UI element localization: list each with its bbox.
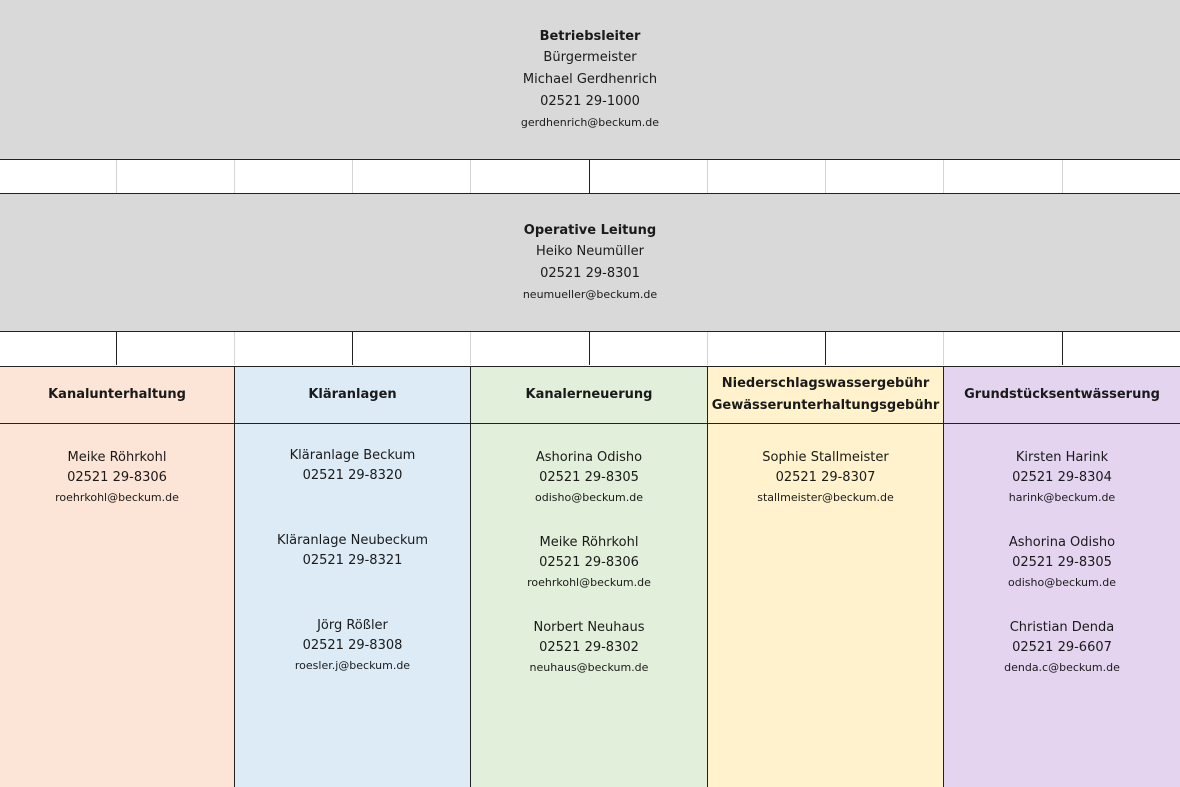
dept-grundstuecksentwaesserung [944, 367, 1180, 787]
betriebsleiter-role: Bürgermeister [543, 50, 637, 65]
contact-entry [1004, 617, 1120, 702]
contact-phone: 02521 29-8302 [539, 640, 639, 655]
connector-row-top [0, 160, 1180, 193]
dept-title: Grundstücksentwässerung [964, 387, 1160, 402]
contact-email: harink@beckum.de [1008, 491, 1116, 504]
contact-email: neuhaus@beckum.de [529, 661, 649, 674]
contact-name: Jörg Rößler [317, 618, 388, 633]
betriebsleiter-box [0, 0, 1180, 160]
connector-line [589, 332, 590, 365]
contact-name: Meike Röhrkohl [67, 450, 167, 465]
contact-name: Ashorina Odisho [1008, 535, 1116, 550]
contact-name: Ashorina Odisho [535, 450, 643, 465]
grid-divider [943, 160, 944, 193]
contact-entry [1008, 532, 1116, 617]
dept-body [708, 424, 943, 532]
dept-title: Kanalunterhaltung [48, 387, 186, 402]
contact-phone: 02521 29-8307 [775, 470, 876, 485]
contact-entry [757, 447, 894, 532]
contact-email: roesler.j@beckum.de [294, 659, 411, 672]
dept-title: Niederschlagswassergebühr [721, 376, 930, 391]
contact-entry [55, 447, 179, 532]
contact-entry [527, 532, 651, 617]
dept-title: Kanalerneuerung [525, 387, 653, 402]
betriebsleiter-email: gerdhenrich@beckum.de [520, 116, 660, 129]
contact-email: stallmeister@beckum.de [757, 491, 894, 504]
dept-body [235, 424, 470, 701]
contact-email: denda.c@beckum.de [1004, 661, 1120, 674]
department-columns [0, 366, 1180, 787]
betriebsleiter-title: Betriebsleiter [539, 29, 641, 44]
grid-divider [825, 160, 826, 193]
grid-divider [707, 160, 708, 193]
operative-leitung-box [0, 193, 1180, 332]
dept-title-second-line: Gewässerunterhaltungsgebühr [711, 398, 940, 413]
contact-entry [535, 447, 643, 532]
contact-entry [290, 446, 416, 531]
contact-entry [277, 531, 428, 616]
contact-phone: 02521 29-8304 [1012, 470, 1112, 485]
grid-divider [234, 332, 235, 365]
contact-name: Kläranlage Neubeckum [276, 533, 428, 548]
contact-phone: 02521 29-8306 [67, 470, 167, 485]
dept-body [944, 424, 1180, 702]
contact-name: Kirsten Harink [1015, 450, 1109, 465]
contact-phone: 02521 29-8305 [539, 470, 639, 485]
contact-phone: 02521 29-8320 [302, 468, 403, 483]
operative-name: Heiko Neumüller [536, 244, 644, 259]
contact-phone: 02521 29-8321 [302, 553, 403, 568]
dept-header [708, 367, 943, 424]
operative-phone: 02521 29-8301 [540, 266, 640, 281]
dept-title: Kläranlagen [308, 387, 397, 402]
contact-email: odisho@beckum.de [535, 491, 643, 504]
grid-divider [352, 160, 353, 193]
contact-phone: 02521 29-8306 [539, 555, 639, 570]
betriebsleiter-phone: 02521 29-1000 [540, 94, 640, 109]
dept-body [471, 424, 707, 702]
dept-klaeranlagen [235, 367, 471, 787]
contact-phone: 02521 29-8305 [1012, 555, 1112, 570]
connector-row-bottom [0, 332, 1180, 365]
contact-email: roehrkohl@beckum.de [527, 576, 651, 589]
operative-email: neumueller@beckum.de [522, 288, 658, 301]
contact-entry [530, 617, 649, 702]
dept-niederschlagswassergebuehr [708, 367, 944, 787]
dept-header [944, 367, 1180, 424]
grid-divider [1062, 160, 1063, 193]
contact-entry [1009, 447, 1115, 532]
contact-name: Norbert Neuhaus [533, 620, 645, 635]
connector-line [352, 332, 353, 365]
grid-divider [234, 160, 235, 193]
dept-header [0, 367, 234, 424]
dept-kanalerneuerung [471, 367, 708, 787]
operative-title: Operative Leitung [523, 223, 657, 238]
grid-divider [707, 332, 708, 365]
contact-name: Christian Denda [1009, 620, 1115, 635]
grid-divider [943, 332, 944, 365]
contact-entry [295, 616, 410, 701]
grid-divider [470, 160, 471, 193]
contact-name: Kläranlage Beckum [289, 448, 416, 463]
contact-phone: 02521 29-6607 [1012, 640, 1112, 655]
grid-divider [116, 160, 117, 193]
connector-line [1062, 332, 1063, 365]
connector-line [589, 160, 590, 193]
contact-name: Meike Röhrkohl [539, 535, 639, 550]
grid-divider [470, 332, 471, 365]
contact-email: roehrkohl@beckum.de [55, 491, 179, 504]
contact-name: Sophie Stallmeister [762, 450, 889, 465]
dept-header [235, 367, 470, 424]
connector-line [116, 332, 117, 365]
betriebsleiter-name: Michael Gerdhenrich [522, 72, 658, 87]
contact-email: odisho@beckum.de [1008, 576, 1116, 589]
dept-kanalunterhaltung [0, 367, 235, 787]
connector-line [825, 332, 826, 365]
dept-body [0, 424, 234, 532]
dept-header [471, 367, 707, 424]
contact-phone: 02521 29-8308 [302, 638, 403, 653]
